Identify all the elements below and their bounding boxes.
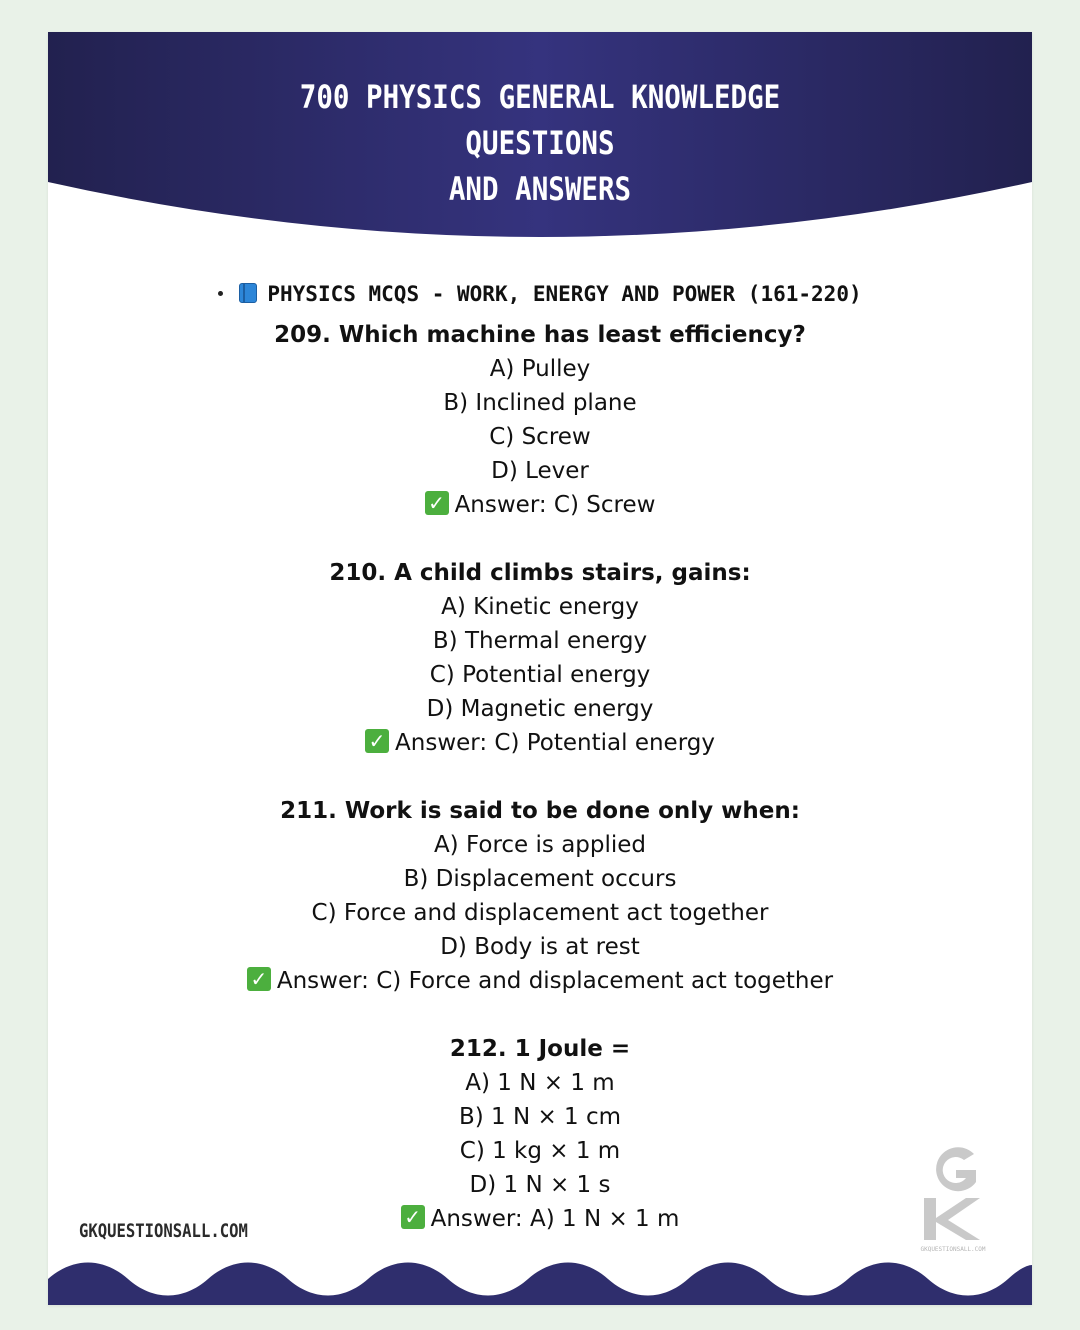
gk-logo (916, 1140, 990, 1260)
option-c: C) Potential energy (429, 662, 651, 688)
logo-caption: GKQUESTIONSALL.COM (920, 1246, 986, 1253)
section-heading (48, 278, 1032, 310)
answer-text: Answer: C) Screw (454, 492, 656, 518)
answer-line (48, 726, 1032, 760)
section-heading-text: PHYSICS MCQS - WORK, ENERGY AND POWER (161-220) (267, 282, 862, 306)
option-d: D) Lever (491, 458, 589, 484)
question-title: 211. Work is said to be done only when: (280, 798, 800, 824)
title-line-3: AND ANSWERS (448, 170, 632, 208)
gk-logo-icon (916, 1140, 990, 1244)
title-line-1: 700 PHYSICS GENERAL KNOWLEDGE (299, 78, 781, 116)
title-line-2: QUESTIONS (465, 124, 615, 162)
question-212 (48, 1032, 1032, 1236)
header-banner (48, 32, 1032, 272)
option-d: D) Magnetic energy (426, 696, 654, 722)
answer-text: Answer: C) Potential energy (395, 730, 715, 756)
check-icon: ✓ (401, 1205, 425, 1229)
answer-text: Answer: A) 1 N × 1 m (430, 1206, 680, 1232)
option-d: D) Body is at rest (440, 934, 640, 960)
questions-list (48, 318, 1032, 1270)
question-title: 209. Which machine has least efficiency? (274, 322, 806, 348)
option-a: A) Force is applied (433, 832, 647, 858)
option-b: B) Displacement occurs (403, 866, 677, 892)
option-c: C) Force and displacement act together (311, 900, 769, 926)
answer-line (48, 964, 1032, 998)
page-title (117, 74, 963, 212)
footer-site-name: GKQUESTIONSALL.COM (79, 1220, 248, 1242)
option-b: B) Thermal energy (432, 628, 648, 654)
option-c: C) Screw (489, 424, 591, 450)
answer-line (48, 488, 1032, 522)
option-b: B) 1 N × 1 cm (458, 1104, 622, 1130)
check-icon: ✓ (365, 729, 389, 753)
option-d: D) 1 N × 1 s (469, 1172, 611, 1198)
option-b: B) Inclined plane (443, 390, 637, 416)
option-a: A) 1 N × 1 m (465, 1070, 615, 1096)
footer-waves (48, 1257, 1032, 1305)
book-icon (239, 283, 257, 303)
answer-text: Answer: C) Force and displacement act together (276, 968, 834, 994)
check-icon: ✓ (247, 967, 271, 991)
question-title: 212. 1 Joule = (449, 1036, 631, 1062)
check-icon: ✓ (425, 491, 449, 515)
question-211 (48, 794, 1032, 998)
question-title: 210. A child climbs stairs, gains: (329, 560, 751, 586)
option-c: C) 1 kg × 1 m (459, 1138, 621, 1164)
wave-decoration (48, 1257, 1032, 1305)
question-209 (48, 318, 1032, 522)
option-a: A) Kinetic energy (441, 594, 639, 620)
document-page (48, 32, 1032, 1305)
option-a: A) Pulley (489, 356, 591, 382)
bullet-icon (218, 291, 223, 296)
question-210 (48, 556, 1032, 760)
